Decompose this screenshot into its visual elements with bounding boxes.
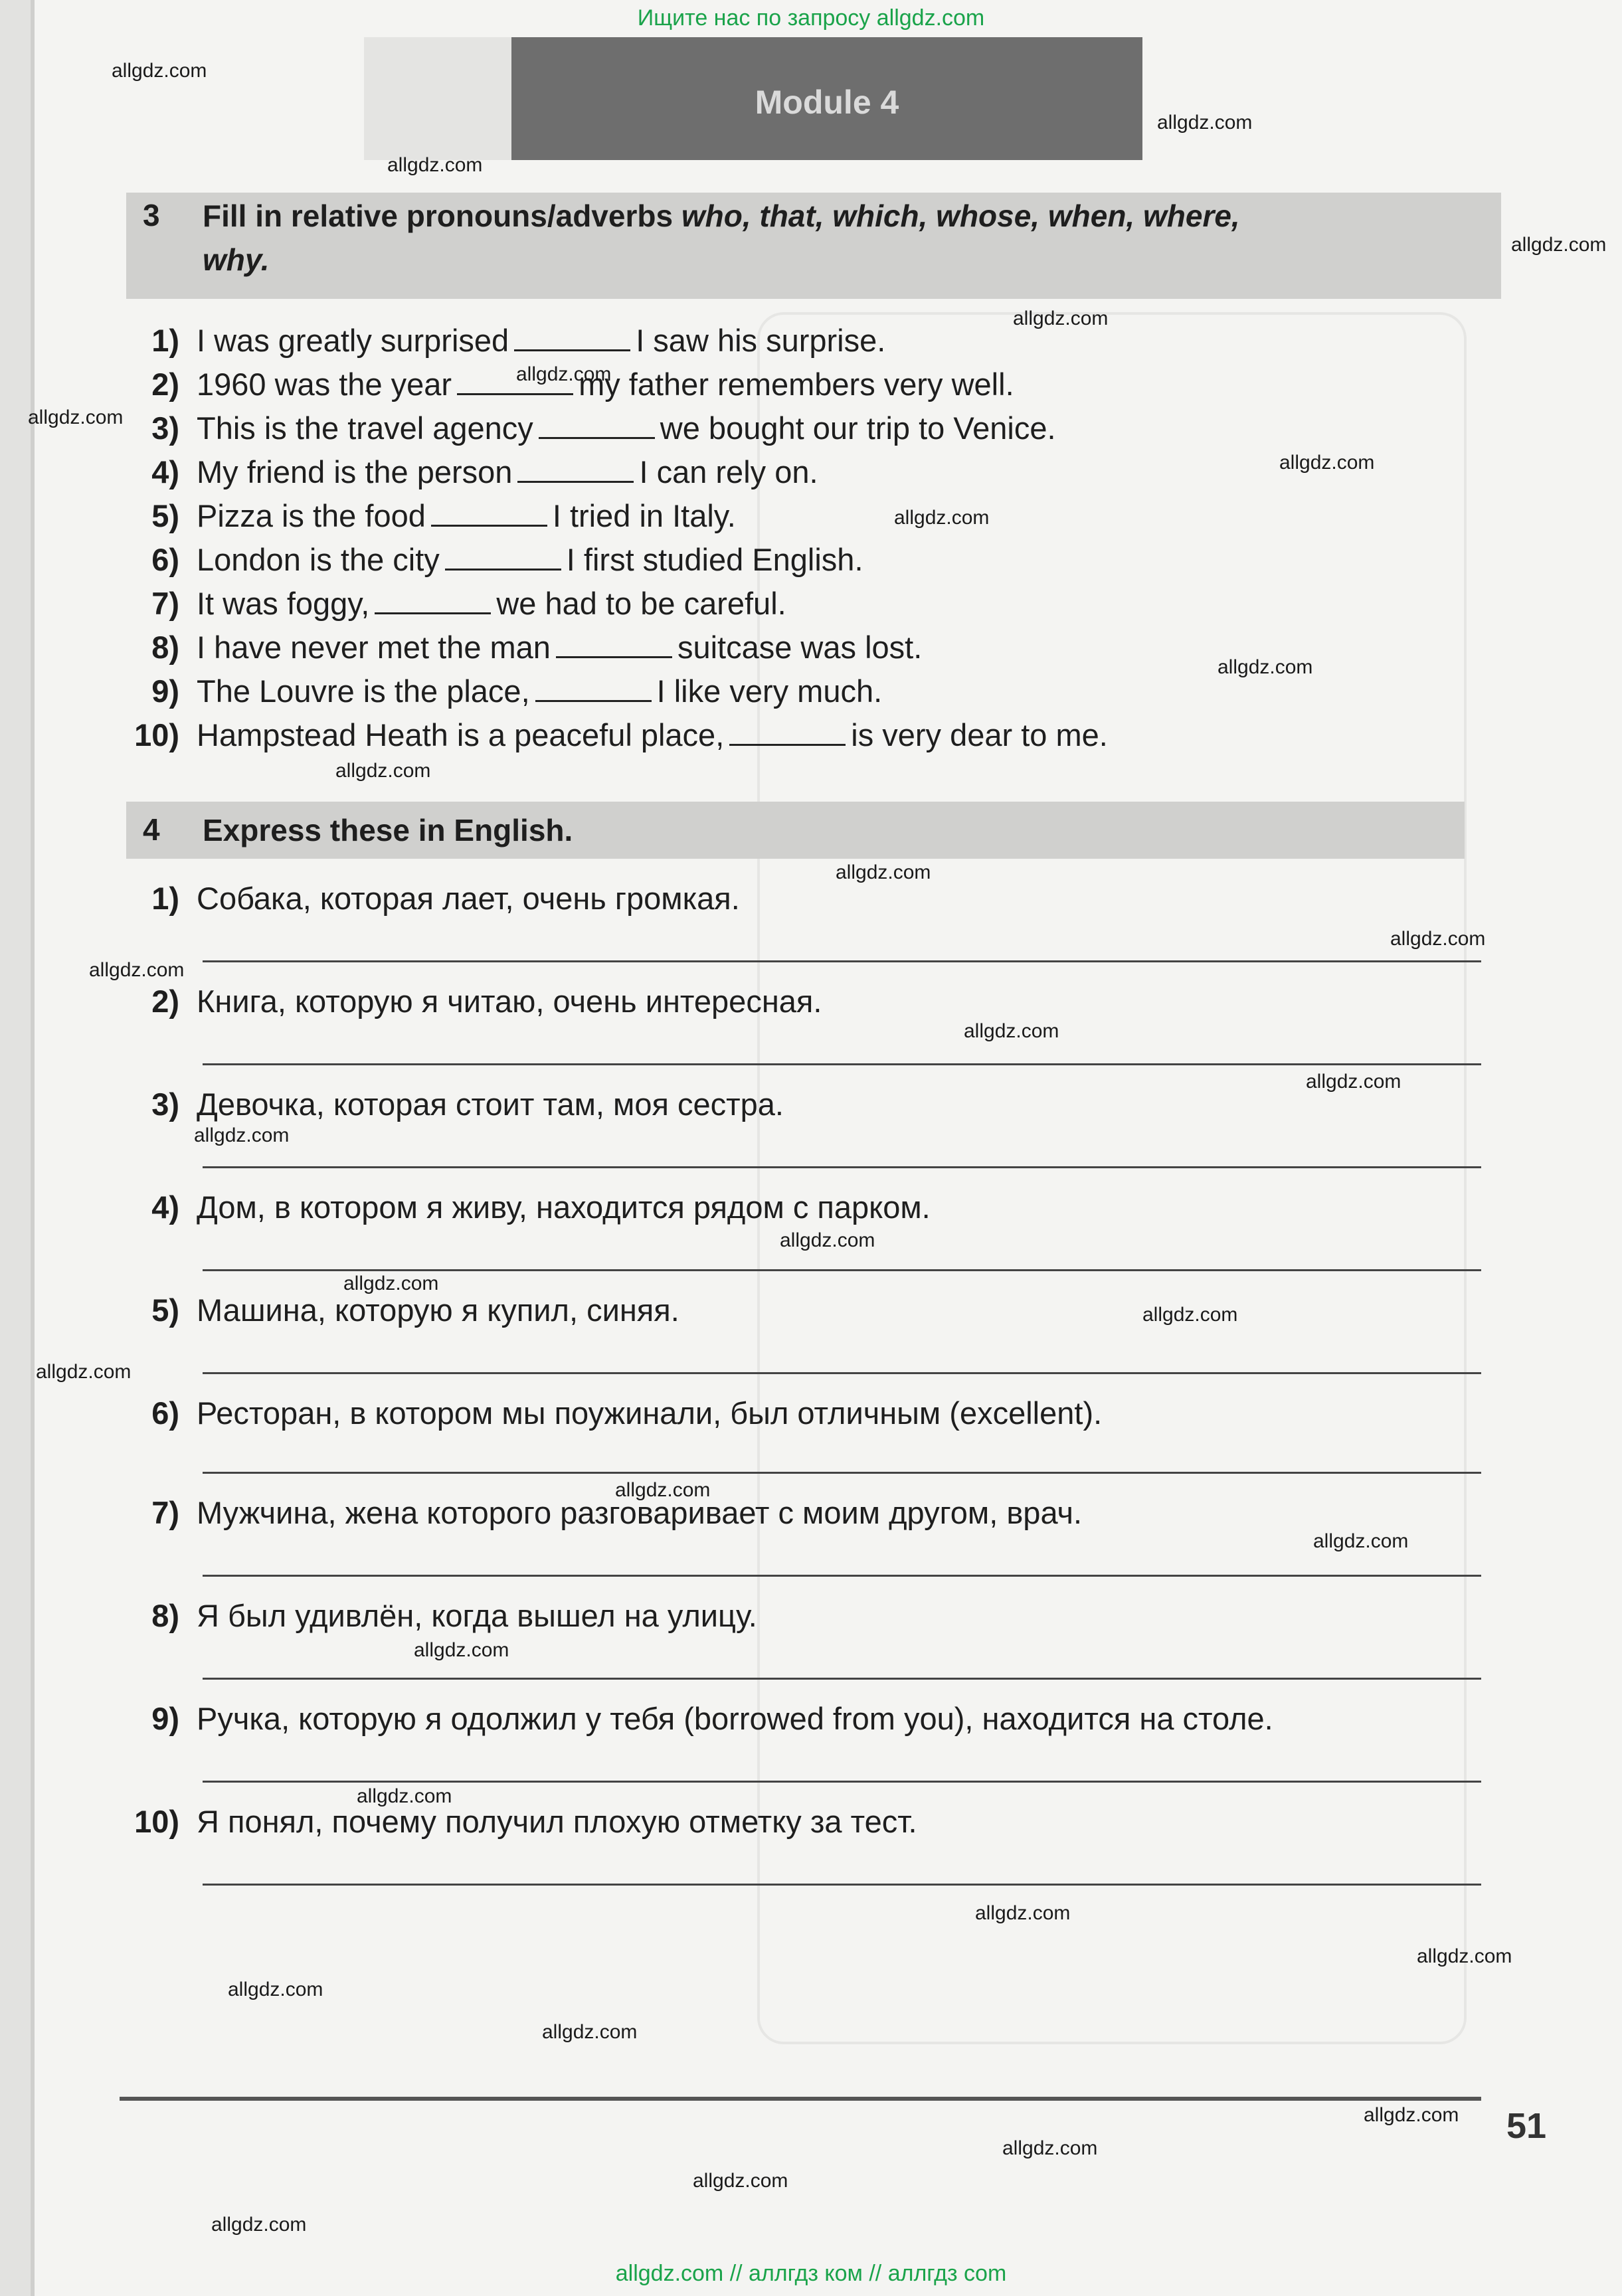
watermark: allgdz.com [1417, 1945, 1512, 1967]
page-number: 51 [1506, 2106, 1547, 2146]
watermark: allgdz.com [28, 406, 124, 428]
item-number: 8) [151, 1598, 179, 1633]
fill-blank[interactable] [539, 410, 655, 439]
watermark: allgdz.com [975, 1902, 1071, 1924]
exercise-3-item [126, 322, 885, 359]
exercise-3-item [126, 454, 818, 490]
watermark: allgdz.com [36, 1361, 132, 1383]
item-text: Ручка, которую я одолжил у тебя (borrowed from you), находится на столе. [197, 1701, 1273, 1736]
answer-line[interactable] [203, 1472, 1481, 1474]
item-text: Книга, которую я читаю, очень интересная. [197, 984, 822, 1019]
module-title: Module 4 [755, 84, 899, 121]
item-text-before: My friend is the person [197, 454, 513, 489]
item-text-after: is very dear to me. [851, 717, 1108, 752]
watermark: allgdz.com [414, 1639, 509, 1661]
exercise-3-item [126, 585, 786, 622]
watermark: allgdz.com [615, 1479, 711, 1501]
exercise-4-item [126, 1086, 784, 1122]
item-number: 1) [151, 881, 179, 916]
fill-blank[interactable] [535, 673, 652, 702]
exercise-3-title [203, 194, 1465, 282]
item-text-after: I can rely on. [639, 454, 818, 489]
answer-line[interactable] [203, 1166, 1481, 1168]
watermark: allgdz.com [89, 959, 185, 981]
item-text: Я понял, почему получил плохую отметку за тест. [197, 1804, 917, 1839]
watermark: allgdz.com [194, 1124, 290, 1146]
answer-line[interactable] [203, 1575, 1481, 1577]
watermark: allgdz.com [387, 154, 483, 176]
item-number: 3) [151, 1087, 179, 1122]
item-text: Собака, которая лает, очень громкая. [197, 881, 740, 916]
watermark: allgdz.com [1279, 452, 1375, 474]
item-text-before: London is the city [197, 542, 440, 577]
fill-blank[interactable] [375, 586, 491, 614]
fill-blank[interactable] [556, 630, 672, 658]
watermark: allgdz.com [836, 861, 931, 883]
item-text: Машина, которую я купил, синяя. [197, 1292, 679, 1328]
watermark: allgdz.com [211, 2214, 307, 2236]
item-number: 4) [151, 1190, 179, 1225]
item-text-after: I tried in Italy. [552, 498, 736, 533]
item-text-after: we bought our trip to Venice. [660, 410, 1056, 446]
watermark: allgdz.com [1313, 1530, 1409, 1552]
watermark: allgdz.com [1013, 308, 1109, 329]
exercise-4-item [126, 1395, 1102, 1431]
item-text: Я был удивлён, когда вышел на улицу. [197, 1598, 757, 1633]
footer-rule [120, 2097, 1481, 2101]
page-edge-shadow [31, 0, 35, 2296]
item-number: 9) [151, 1701, 179, 1736]
exercise-4-item [126, 1700, 1273, 1737]
item-number: 10) [134, 1804, 179, 1839]
item-number: 9) [151, 673, 179, 709]
watermark: allgdz.com [894, 507, 990, 529]
exercise-4-item [126, 1494, 1082, 1531]
watermark: allgdz.com [1142, 1304, 1238, 1326]
exercise-4-item [126, 1803, 917, 1840]
item-text-before: I have never met the man [197, 630, 551, 665]
exercise-3-title-text: Fill in relative pronouns/adverbs [203, 199, 681, 233]
watermark: allgdz.com [1511, 234, 1607, 256]
watermark: allgdz.com [780, 1229, 875, 1251]
item-number: 7) [151, 1495, 179, 1530]
item-number: 3) [151, 410, 179, 446]
item-number: 8) [151, 630, 179, 665]
item-number: 5) [151, 498, 179, 533]
page-edge [0, 0, 31, 2296]
watermark: allgdz.com [1306, 1071, 1401, 1093]
exercise-3-number: 3 [143, 198, 160, 232]
exercise-3-title-why: why. [203, 242, 270, 277]
item-text-after: I first studied English. [566, 542, 863, 577]
item-text-after: I like very much. [656, 673, 883, 709]
item-text: Девочка, которая стоит там, моя сестра. [197, 1087, 784, 1122]
watermark: allgdz.com [1157, 112, 1253, 133]
item-text-before: Hampstead Heath is a peaceful place, [197, 717, 725, 752]
answer-line[interactable] [203, 1781, 1481, 1783]
watermark: allgdz.com [516, 363, 612, 385]
item-text: Мужчина, жена которого разговаривает с моим другом, врач. [197, 1495, 1083, 1530]
exercise-3-item [126, 717, 1108, 753]
watermark: allgdz.com [357, 1785, 452, 1807]
exercise-3-item [126, 541, 863, 578]
watermark: allgdz.com [964, 1020, 1059, 1042]
watermark: allgdz.com [112, 60, 207, 82]
answer-line[interactable] [203, 1678, 1481, 1680]
item-number: 2) [151, 367, 179, 402]
item-text-before: I was greatly surprised [197, 323, 509, 358]
item-number: 7) [151, 586, 179, 621]
watermark: allgdz.com [1002, 2137, 1098, 2159]
answer-line[interactable] [203, 1063, 1481, 1065]
fill-blank[interactable] [514, 323, 630, 351]
watermark: allgdz.com [693, 2170, 788, 2192]
answer-line[interactable] [203, 1269, 1481, 1271]
item-number: 6) [151, 1395, 179, 1431]
item-text-before: 1960 was the year [197, 367, 452, 402]
item-text-before: Pizza is the food [197, 498, 426, 533]
answer-line[interactable] [203, 960, 1481, 962]
fill-blank[interactable] [445, 542, 561, 571]
watermark: allgdz.com [335, 760, 431, 782]
item-number: 4) [151, 454, 179, 489]
item-text-before: It was foggy, [197, 586, 370, 621]
exercise-4-item [126, 1292, 679, 1328]
watermark: allgdz.com [343, 1273, 439, 1294]
fill-blank[interactable] [517, 454, 634, 483]
top-banner: Ищите нас по запросу allgdz.com [637, 5, 985, 31]
watermark: allgdz.com [1364, 2104, 1459, 2126]
exercise-3-title-pronouns: who, that, which, whose, when, where, [681, 199, 1240, 233]
exercise-4-item [126, 983, 822, 1019]
item-number: 1) [151, 323, 179, 358]
exercise-4-item [126, 1189, 931, 1225]
exercise-3-item [126, 629, 922, 665]
exercise-4-item [126, 880, 740, 917]
watermark: allgdz.com [228, 1979, 323, 2000]
item-text-after: I saw his surprise. [636, 323, 886, 358]
bleed-through-panel [757, 312, 1467, 2044]
exercise-3-item [126, 410, 1056, 446]
bottom-banner: allgdz.com // аллгдз ком // аллгдз com [615, 2261, 1007, 2286]
item-number: 2) [151, 984, 179, 1019]
answer-line[interactable] [203, 1884, 1481, 1886]
item-text-after: my father remembers very well. [579, 367, 1014, 402]
item-text-before: The Louvre is the place, [197, 673, 530, 709]
exercise-3-item [126, 497, 736, 534]
exercise-4-number: 4 [143, 812, 160, 847]
item-text-after: suitcase was lost. [677, 630, 923, 665]
fill-blank[interactable] [431, 498, 547, 527]
item-number: 5) [151, 1292, 179, 1328]
exercise-4-title: Express these in English. [203, 813, 573, 847]
item-text: Дом, в котором я живу, находится рядом с парком. [197, 1190, 931, 1225]
answer-line[interactable] [203, 1372, 1481, 1374]
item-text: Ресторан, в котором мы поужинали, был отличным (excellent). [197, 1395, 1103, 1431]
exercise-4-item [126, 1597, 757, 1634]
watermark: allgdz.com [1217, 656, 1313, 678]
item-text-before: This is the travel agency [197, 410, 533, 446]
watermark: allgdz.com [542, 2021, 638, 2043]
watermark: allgdz.com [1390, 928, 1486, 950]
exercise-3-item [126, 673, 882, 709]
item-number: 6) [151, 542, 179, 577]
module-header-light [364, 37, 511, 160]
item-text-after: we had to be careful. [496, 586, 786, 621]
fill-blank[interactable] [729, 717, 846, 746]
item-number: 10) [134, 717, 179, 752]
